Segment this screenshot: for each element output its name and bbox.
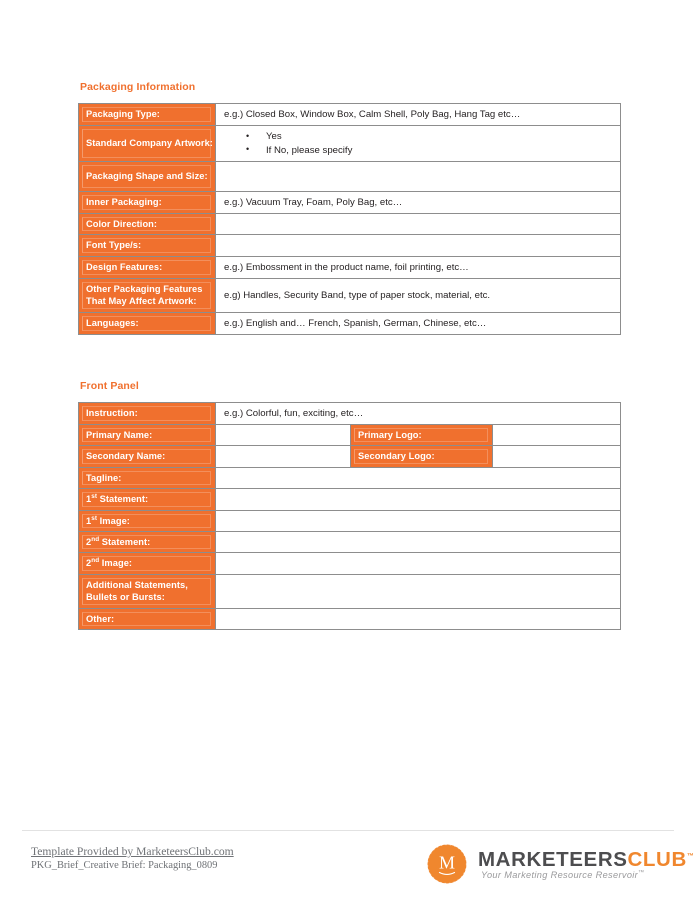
- field-value-secondary-name[interactable]: [216, 446, 351, 467]
- table-row: [79, 256, 621, 278]
- field-value-other-packaging-features[interactable]: e.g) Handles, Security Band, type of paper stock, material, etc.: [216, 278, 621, 312]
- ordinal-text: Statement:: [99, 537, 151, 548]
- field-value-other[interactable]: [216, 608, 621, 629]
- field-label-font-types: Font Type/s:: [79, 235, 216, 256]
- logo-circle-m-icon: [426, 843, 468, 885]
- field-value-first-statement[interactable]: [216, 489, 621, 510]
- ordinal-text: Image:: [99, 558, 133, 569]
- field-value-first-image[interactable]: [216, 510, 621, 531]
- field-label-second-image: [79, 553, 216, 574]
- ordinal-suffix: nd: [91, 535, 100, 543]
- field-value-secondary-logo[interactable]: [493, 446, 621, 467]
- field-label-secondary-logo: Secondary Logo:: [351, 446, 493, 467]
- field-label-first-image: [79, 510, 216, 531]
- ordinal-number: 2: [86, 558, 92, 569]
- logo-trademark-symbol: ™: [686, 853, 694, 860]
- ordinal-text: Statement:: [97, 494, 149, 505]
- section-heading-packaging-information: Packaging Information: [80, 81, 196, 93]
- ordinal-suffix: st: [91, 493, 98, 501]
- field-value-additional-statements[interactable]: [216, 574, 621, 608]
- table-row: [79, 608, 621, 629]
- field-value-inner-packaging[interactable]: e.g.) Vacuum Tray, Foam, Poly Bag, etc…: [216, 192, 621, 214]
- field-label-design-features: Design Features:: [79, 256, 216, 278]
- field-value-color-direction[interactable]: [216, 214, 621, 235]
- table-row: [79, 403, 621, 425]
- field-value-languages[interactable]: e.g.) English and… French, Spanish, German, Chinese, etc…: [216, 312, 621, 334]
- field-label-primary-logo: Primary Logo:: [351, 425, 493, 446]
- footer-document-id: PKG_Brief_Creative Brief: Packaging_0809: [31, 860, 218, 871]
- ordinal-suffix: nd: [91, 557, 100, 565]
- field-label-other-packaging-features: Other Packaging Features That May Affect Artwork:: [79, 278, 216, 312]
- logo-wordmark: [478, 846, 694, 871]
- field-label-packaging-type: Packaging Type:: [79, 104, 216, 126]
- field-label-additional-statements: Additional Statements, Bullets or Bursts:: [79, 574, 216, 608]
- table-row: [79, 104, 621, 126]
- field-label-first-statement: [79, 489, 216, 510]
- svg-text:M: M: [438, 852, 456, 873]
- table-row: [79, 574, 621, 608]
- field-label-standard-company-artwork: Standard Company Artwork:: [79, 126, 216, 162]
- bullet-list: [224, 130, 614, 157]
- field-label-other: Other:: [79, 608, 216, 629]
- field-value-instruction[interactable]: e.g.) Colorful, fun, exciting, etc…: [216, 403, 621, 425]
- table-row: [79, 510, 621, 531]
- section-heading-front-panel: Front Panel: [80, 380, 139, 392]
- front-panel-table: [78, 402, 621, 630]
- table-row: [79, 489, 621, 510]
- table-row: [79, 192, 621, 214]
- field-label-packaging-shape-and-size: Packaging Shape and Size:: [79, 162, 216, 192]
- table-row: [79, 126, 621, 162]
- packaging-information-table: [78, 103, 621, 335]
- table-row: [79, 425, 621, 446]
- table-row: [79, 467, 621, 488]
- marketeersclub-logo: [426, 841, 694, 887]
- field-value-primary-name[interactable]: [216, 425, 351, 446]
- ordinal-number: 2: [86, 537, 92, 548]
- field-value-packaging-shape-and-size[interactable]: [216, 162, 621, 192]
- list-item: • If No, please specify: [224, 144, 614, 158]
- field-value-primary-logo[interactable]: [493, 425, 621, 446]
- field-label-instruction: Instruction:: [79, 403, 216, 425]
- list-item: • Yes: [224, 130, 614, 144]
- table-row: [79, 278, 621, 312]
- field-value-font-types[interactable]: [216, 235, 621, 256]
- field-value-standard-company-artwork[interactable]: [216, 126, 621, 162]
- field-label-secondary-name: Secondary Name:: [79, 446, 216, 467]
- ordinal-suffix: st: [91, 514, 98, 522]
- logo-tagline: [481, 870, 644, 880]
- table-row: [79, 235, 621, 256]
- table-row: [79, 553, 621, 574]
- table-row: [79, 312, 621, 334]
- table-row: [79, 532, 621, 553]
- table-row: [79, 162, 621, 192]
- field-label-color-direction: Color Direction:: [79, 214, 216, 235]
- field-value-packaging-type[interactable]: e.g.) Closed Box, Window Box, Calm Shell, Poly Bag, Hang Tag etc…: [216, 104, 621, 126]
- field-label-tagline: Tagline:: [79, 467, 216, 488]
- logo-tagline-text: Your Marketing Resource Reservoir: [481, 870, 639, 881]
- field-value-design-features[interactable]: e.g.) Embossment in the product name, foil printing, etc…: [216, 256, 621, 278]
- footer-divider: [22, 830, 674, 831]
- field-label-primary-name: Primary Name:: [79, 425, 216, 446]
- field-label-inner-packaging: Inner Packaging:: [79, 192, 216, 214]
- footer-text-block: [31, 845, 234, 872]
- ordinal-text: Image:: [97, 515, 130, 526]
- field-label-second-statement: [79, 532, 216, 553]
- field-label-languages: Languages:: [79, 312, 216, 334]
- logo-word-club: CLUB: [627, 847, 687, 871]
- ordinal-number: 1: [86, 515, 92, 526]
- field-value-tagline[interactable]: [216, 467, 621, 488]
- table-row: [79, 214, 621, 235]
- footer-template-credit[interactable]: Template Provided by MarketeersClub.com: [31, 845, 234, 858]
- field-value-second-image[interactable]: [216, 553, 621, 574]
- field-value-second-statement[interactable]: [216, 532, 621, 553]
- ordinal-number: 1: [86, 494, 92, 505]
- logo-word-marketeers: MARKETEERS: [478, 847, 628, 871]
- table-row: [79, 446, 621, 467]
- logo-tagline-trademark: ™: [638, 870, 645, 876]
